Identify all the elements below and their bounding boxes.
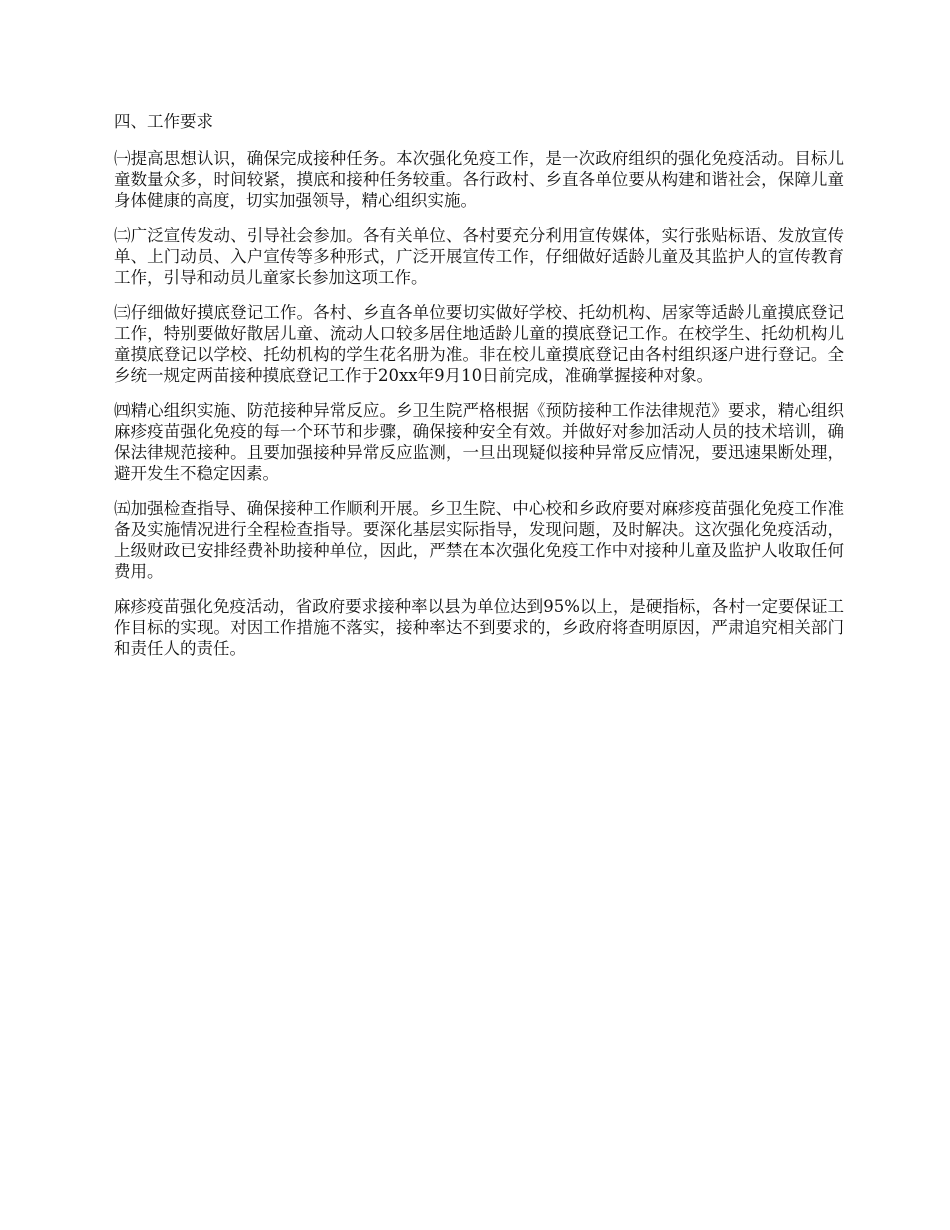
paragraph-raise-awareness: ㈠提高思想认识，确保完成接种任务。本次强化免疫工作，是一次政府组织的强化免疫活动。目标儿童数量众多，时间较紧，摸底和接种任务较重。各行政村、乡直各单位要从构建和谐社会，保障儿童身体健康的高度，切实加强领导，精心组织实施。 bbox=[114, 149, 844, 210]
paragraph-conclusion: 麻疹疫苗强化免疫活动，省政府要求接种率以县为单位达到95%以上，是硬指标，各村一定要保证工作目标的实现。对因工作措施不落实，接种率达不到要求的，乡政府将查明原因，严肃追究相关部门和责任人的责任。 bbox=[114, 597, 844, 658]
section-heading: 四、工作要求 bbox=[114, 112, 213, 131]
document-page bbox=[114, 110, 844, 673]
paragraph-inspection: ㈤加强检查指导、确保接种工作顺利开展。乡卫生院、中心校和乡政府要对麻疹疫苗强化免疫工作准备及实施情况进行全程检查指导。要深化基层实际指导，发现问题，及时解决。这次强化免疫活动，上级财政已安排经费补助接种单位，因此，严禁在本次强化免疫工作中对接种儿童及监护人收取任何费用。 bbox=[114, 499, 844, 581]
paragraph-publicity: ㈡广泛宣传发动、引导社会参加。各有关单位、各村要充分利用宣传媒体，实行张贴标语、发放宣传单、上门动员、入户宣传等多种形式，广泛开展宣传工作，仔细做好适龄儿童及其监护人的宣传教育工作，引导和动员儿童家长参加这项工作。 bbox=[114, 226, 844, 287]
paragraph-registration: ㈢仔细做好摸底登记工作。各村、乡直各单位要切实做好学校、托幼机构、居家等适龄儿童摸底登记工作，特别要做好散居儿童、流动人口较多居住地适龄儿童的摸底登记工作。在校学生、托幼机构儿童摸底登记以学校、托幼机构的学生花名册为准。非在校儿童摸底登记由各村组织逐户进行登记。全乡统一规定两苗接种摸底登记工作于20xx年9月10日前完成，准确掌握接种对象。 bbox=[114, 303, 844, 385]
paragraph-implementation: ㈣精心组织实施、防范接种异常反应。乡卫生院严格根据《预防接种工作法律规范》要求，精心组织麻疹疫苗强化免疫的每一个环节和步骤，确保接种安全有效。并做好对参加活动人员的技术培训，确保法律规范接种。且要加强接种异常反应监测，一旦出现疑似接种异常反应情况，要迅速果断处理，避开发生不稳定因素。 bbox=[114, 401, 844, 483]
